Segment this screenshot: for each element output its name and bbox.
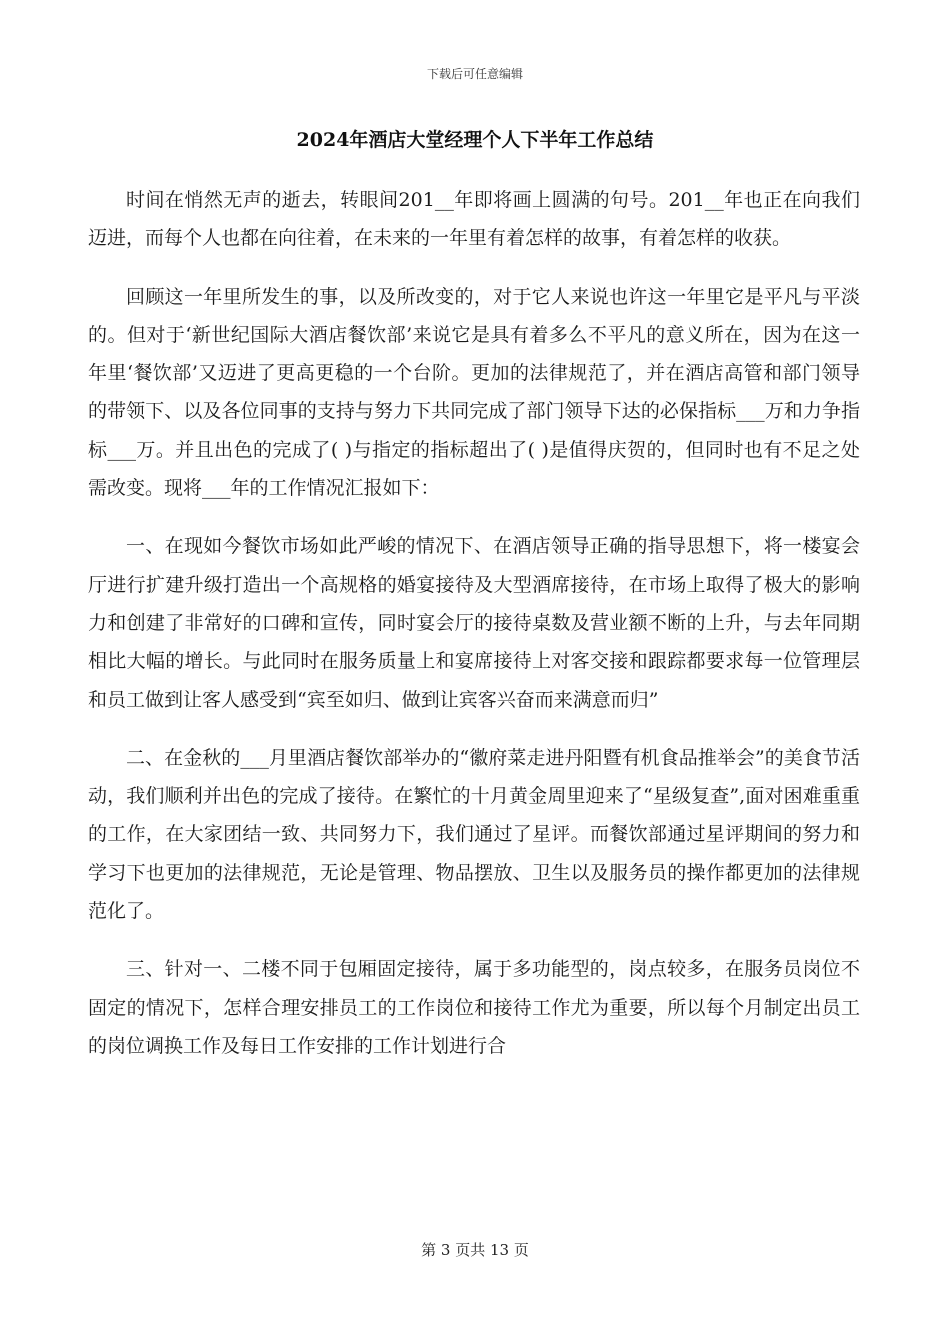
page-header-note: 下载后可任意编辑 bbox=[426, 67, 523, 81]
paragraph-review: 回顾这一年里所发生的事，以及所改变的，对于它人来说也许这一年里它是平凡与平淡的。但对于‘新世纪国际大酒店餐饮部’来说它是具有着多么不平凡的意义所在，因为在这一年里‘餐饮部’又迈进了更高更稳的一个台阶。更加的法律规范了，并在酒店高管和部门领导的带领下、以及各位同事的支持与努力下共同完成了部门领导下达的必保指标___万和力争指标___万。并且出色的完成了( )与指定的指标超出了( )是值得庆贺的，但同时也有不足之处需改变。现将___年的工作情况汇报如下： bbox=[88, 285, 860, 500]
paragraph-intro: 时间在悄然无声的逝去，转眼间201__年即将画上圆满的句号。201__年也正在向我们迈进，而每个人也都在向往着，在未来的一年里有着怎样的故事，有着怎样的收获。 bbox=[88, 189, 860, 250]
document-title: 2024年酒店大堂经理个人下半年工作总结 bbox=[296, 129, 654, 151]
page-number-footer: 第 3 页共 13 页 bbox=[421, 1241, 529, 1259]
paragraph-item-two: 二、在金秋的___月里酒店餐饮部举办的“徽府菜走进丹阳暨有机食品推举会”的美食节活动，我们顺利并出色的完成了接待。在繁忙的十月黄金周里迎来了“星级复查”,面对困难重重的工作，在大家团结一致、共同努力下，我们通过了星评。而餐饮部通过星评期间的努力和学习下也更加的法律规范，无论是管理、物品摆放、卫生以及服务员的操作都更加的法律规范化了。 bbox=[88, 746, 860, 923]
document-body bbox=[88, 181, 860, 1085]
paragraph-item-three: 三、针对一、二楼不同于包厢固定接待，属于多功能型的，岗点较多，在服务员岗位不固定的情况下，怎样合理安排员工的工作岗位和接待工作尤为重要，所以每个月制定出员工的岗位调换工作及每日工作安排的工作计划进行合 bbox=[88, 958, 860, 1057]
paragraph-item-one: 一、在现如今餐饮市场如此严峻的情况下、在酒店领导正确的指导思想下，将一楼宴会厅进行扩建升级打造出一个高规格的婚宴接待及大型酒席接待，在市场上取得了极大的影响力和创建了非常好的口碑和宣传，同时宴会厅的接待桌数及营业额不断的上升，与去年同期相比大幅的增长。与此同时在服务质量上和宴席接待上对客交接和跟踪都要求每一位管理层和员工做到让客人感受到“宾至如归、做到让宾客兴奋而来满意而归” bbox=[88, 535, 860, 711]
